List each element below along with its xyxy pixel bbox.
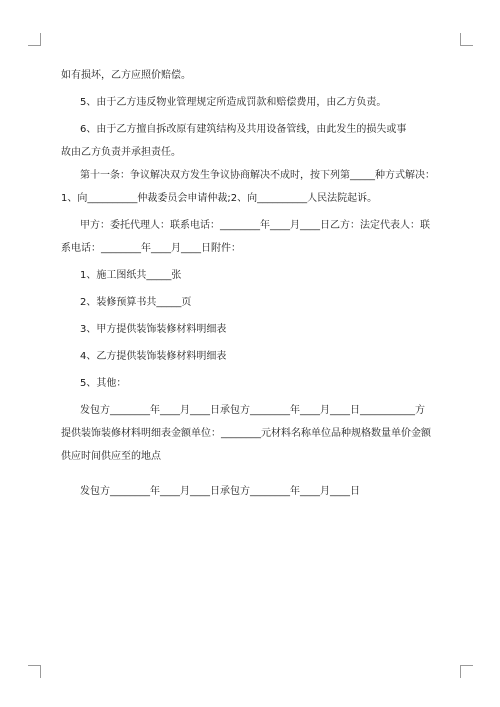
paragraph-signature-line-1: 发包方________年____月____日承包方________年____月____日___________方 (80, 405, 425, 416)
corner-mark-bottom-right (460, 665, 473, 678)
paragraph-party-a-line-2: 系电话：________年____月____日附件： (61, 243, 241, 254)
paragraph-dispute-options: 1、向__________仲裁委员会申请仲裁;2、向__________人民法院起诉。 (61, 193, 378, 204)
paragraph-article-11: 第十一条：争议解决双方发生争议协商解决不成时，按下列第_____种方式解决： (80, 170, 435, 181)
document-body (61, 64, 441, 503)
paragraph-damage-compensation: 如有损坏，乙方应照价赔偿。 (61, 70, 191, 81)
corner-mark-top-left (28, 33, 41, 46)
paragraph-clause-6-line-2: 故由乙方负责并承担责任。 (61, 147, 181, 158)
paragraph-clause-5: 5、由于乙方违反物业管理规定所造成罚款和赔偿费用，由乙方负责。 (80, 97, 387, 108)
attachment-item-5: 5、其他： (80, 378, 127, 389)
paragraph-clause-6-line-1: 6、由于乙方擅自拆改原有建筑结构及共用设备管线，由此发生的损失或事 (80, 124, 407, 135)
paragraph-material-table-line-2: 供应时间供应至的地点 (61, 451, 161, 462)
attachment-item-4: 4、乙方提供装饰装修材料明细表 (80, 351, 227, 362)
attachment-item-2: 2、装修预算书共_____页 (80, 297, 192, 308)
attachment-item-1: 1、施工图纸共_____张 (80, 270, 182, 281)
paragraph-signature-line-2: 发包方________年____月____日承包方________年____月____日 (80, 486, 360, 497)
corner-mark-top-right (460, 33, 473, 46)
paragraph-party-a-line-1: 甲方：委托代理人：联系电话：________年____月____日乙方：法定代表人：联 (80, 220, 430, 231)
paragraph-material-table-line-1: 提供装饰装修材料明细表金额单位：________元材料名称单位品种规格数量单价金额 (61, 428, 431, 439)
corner-mark-bottom-left (28, 665, 41, 678)
attachment-item-3: 3、甲方提供装饰装修材料明细表 (80, 324, 227, 335)
